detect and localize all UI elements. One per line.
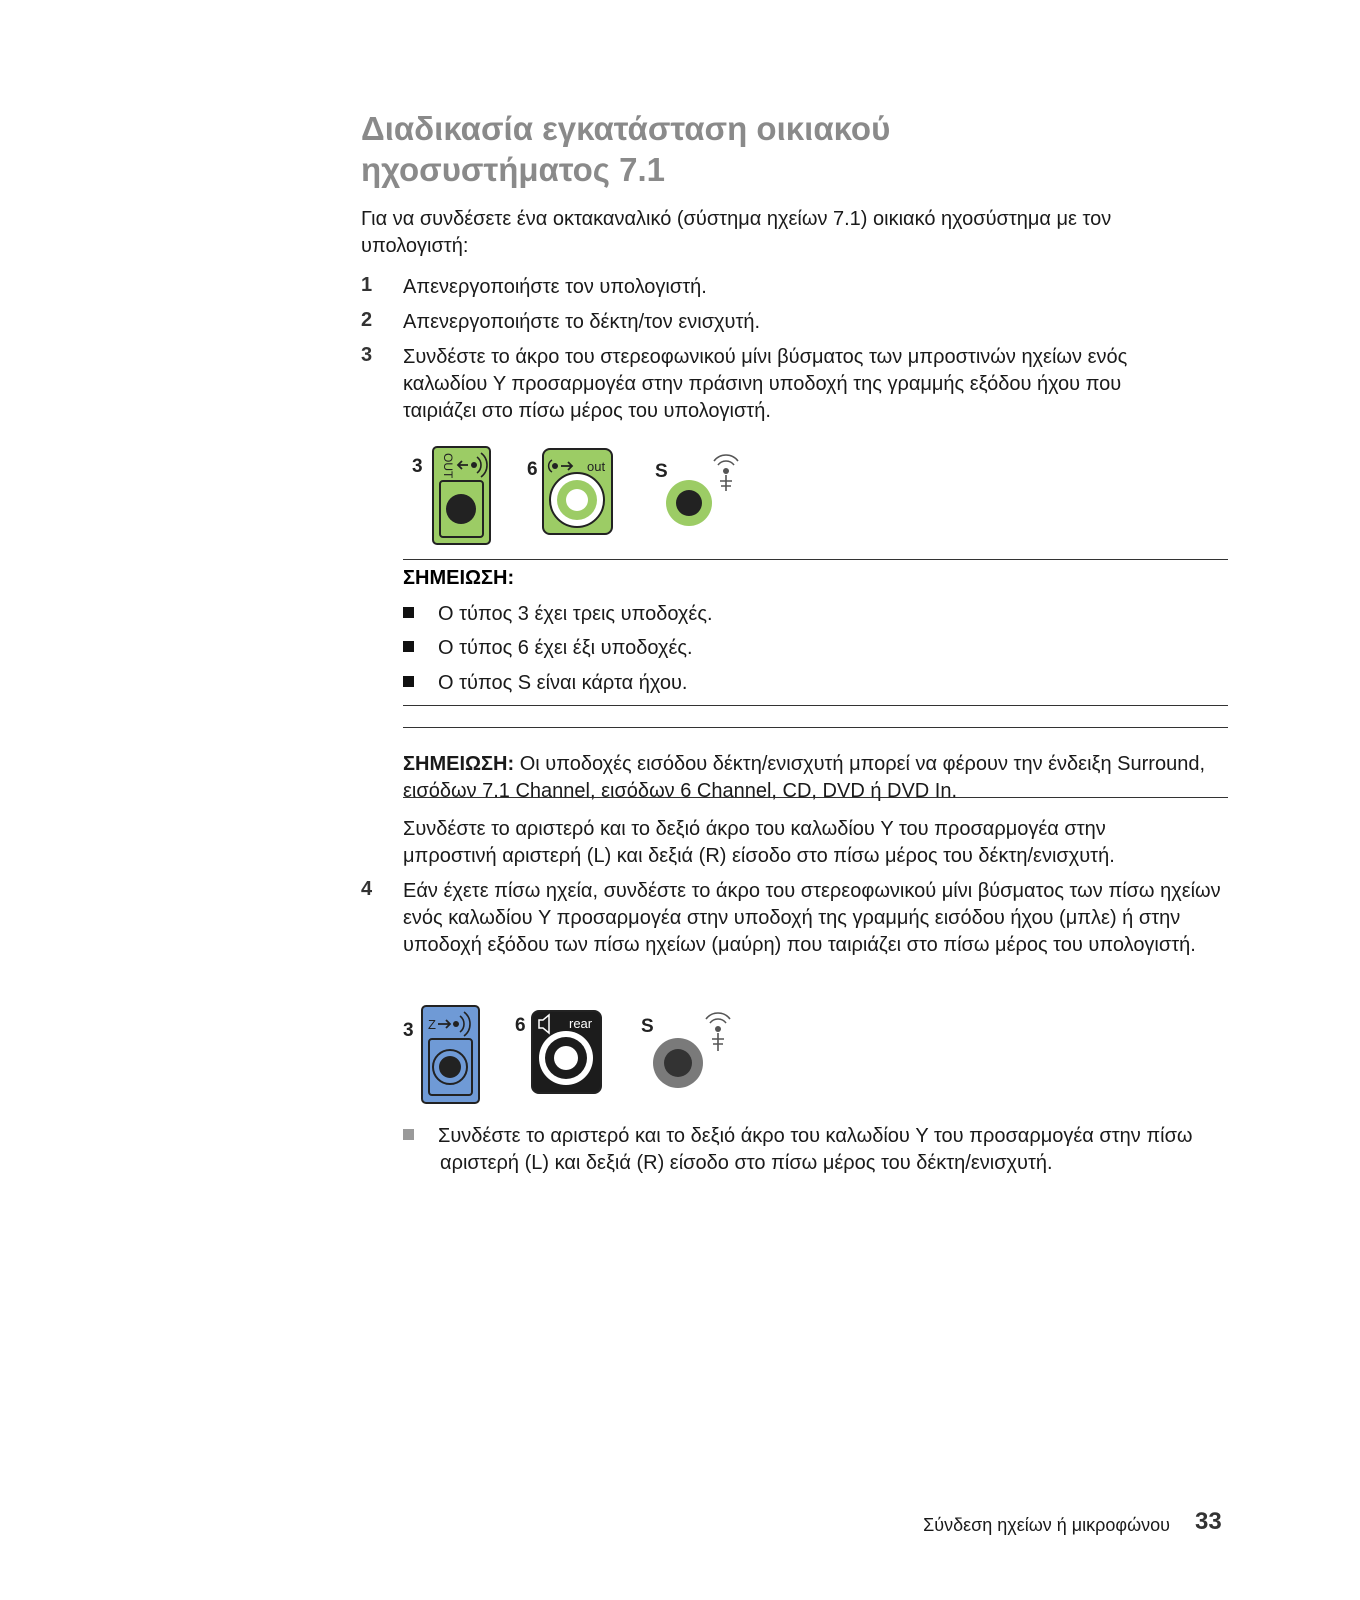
note-1-item: [403, 635, 693, 662]
jack-3-out-text: OUT: [441, 453, 455, 479]
jack-6-rear-text: rear: [569, 1016, 593, 1031]
svg-text:Z: Z: [428, 1017, 436, 1032]
jack-type-6-label: 6: [515, 1015, 526, 1036]
note-2-text: Οι υποδοχές εισόδου δέκτη/ενισχυτή μπορεί να φέρουν την ένδειξη Surround, εισόδων 7.1 Channel, εισόδων 6 Channel, CD, DVD ή DVD In.: [403, 753, 1206, 802]
footer-section-title: Σύνδεση ηχείων ή μικροφώνου: [923, 1515, 1170, 1535]
type-3-green-jack-icon: [433, 447, 490, 544]
step-4-bullet-text: Συνδέστε το αριστερό και το δεξιό άκρο του καλωδίου Y του προσαρμογέα στην πίσω αριστερή (L) και δεξιά (R) είσοδο στο πίσω μέρος του δέκτη/ενισχυτή.: [438, 1125, 1193, 1174]
note-2-heading: ΣΗΜΕΙΩΣΗ:: [403, 753, 515, 775]
note-1-item-text: Ο τύπος S είναι κάρτα ήχου.: [438, 672, 688, 694]
page-title-line1: Διαδικασία εγκατάσταση οικιακού: [361, 110, 891, 147]
page-number: 33: [1195, 1508, 1222, 1535]
step-3-followup-text: Συνδέστε το αριστερό και το δεξιό άκρο του καλωδίου Y του προσαρμογέα στην μπροστινή αριστερή (L) και δεξιά (R) είσοδο στο πίσω μέρος του δέκτη/ενισχυτή.: [403, 818, 1115, 867]
step-3-number: 3: [361, 344, 373, 366]
bullet-square-icon: [403, 1129, 414, 1140]
rear-speaker-jacks-figure: [400, 1003, 780, 1113]
line-out-jacks-figure: [400, 445, 780, 550]
page-title: [361, 108, 1121, 190]
type-6-green-jack-icon: [543, 449, 612, 534]
step-1-number: 1: [361, 274, 373, 296]
step-1-text: Απενεργοποιήστε τον υπολογιστή.: [403, 276, 707, 298]
jack-type-3-label: 3: [403, 1020, 414, 1041]
note-1-item: [403, 601, 713, 628]
note-2-bottom-rule: [403, 797, 1228, 798]
bullet-square-icon: [403, 607, 414, 618]
jack-type-s-label: S: [655, 461, 668, 482]
jack-type-s-label: S: [641, 1016, 654, 1037]
note-1-item-text: Ο τύπος 3 έχει τρεις υποδοχές.: [438, 603, 713, 625]
bullet-square-icon: [403, 641, 414, 652]
step-4-number: 4: [361, 878, 373, 900]
note-1-item: [403, 670, 687, 697]
intro-paragraph: Για να συνδέσετε ένα οκτακαναλικό (σύστημα ηχείων 7.1) οικιακό ηχοσύστημα με τον υπολογιστή:: [361, 208, 1112, 257]
type-3-blue-line-in-jack-icon: [422, 1006, 479, 1103]
jack-6-out-text: out: [587, 459, 606, 474]
step-2-text: Απενεργοποιήστε το δέκτη/τον ενισχυτή.: [403, 311, 761, 333]
jack-type-3-label: 3: [412, 456, 423, 477]
step-2-number: 2: [361, 309, 373, 331]
note-1-item-text: Ο τύπος 6 έχει έξι υποδοχές.: [438, 637, 693, 659]
step-4-bullet: [403, 1123, 1240, 1177]
type-s-sound-card-jack-icon: [653, 1013, 730, 1088]
bullet-square-icon: [403, 676, 414, 687]
step-3-text: Συνδέστε το άκρο του στερεοφωνικού μίνι βύσματος των μπροστινών ηχείων ενός καλωδίου Y προσαρμογέα στην πράσινη υποδοχή της γραμμής εξόδου ήχου που ταιριάζει στο πίσω μέρος του υπολογιστή.: [403, 346, 1128, 422]
step-4-text: Εάν έχετε πίσω ηχεία, συνδέστε το άκρο του στερεοφωνικού μίνι βύσματος των πίσω ηχείων ενός καλωδίου Y προσαρμογέα στην υποδοχή της γραμμής εισόδου ήχου (μπλε) ή στην υποδοχή εξόδου των πίσω ηχείων (μαύρη) που ταιριάζει στο πίσω μέρος του υπολογιστή.: [403, 880, 1221, 956]
note-2-top-rule: [403, 727, 1228, 728]
page-title-line2: ηχοσυστήματος 7.1: [361, 151, 666, 188]
note-1-top-rule: [403, 559, 1228, 560]
note-1-bottom-rule: [403, 705, 1228, 706]
type-s-sound-card-jack-icon: [666, 455, 738, 526]
type-6-black-rear-jack-icon: [532, 1011, 601, 1093]
jack-type-6-label: 6: [527, 459, 538, 480]
note-1-heading: ΣΗΜΕΙΩΣΗ:: [403, 567, 515, 589]
